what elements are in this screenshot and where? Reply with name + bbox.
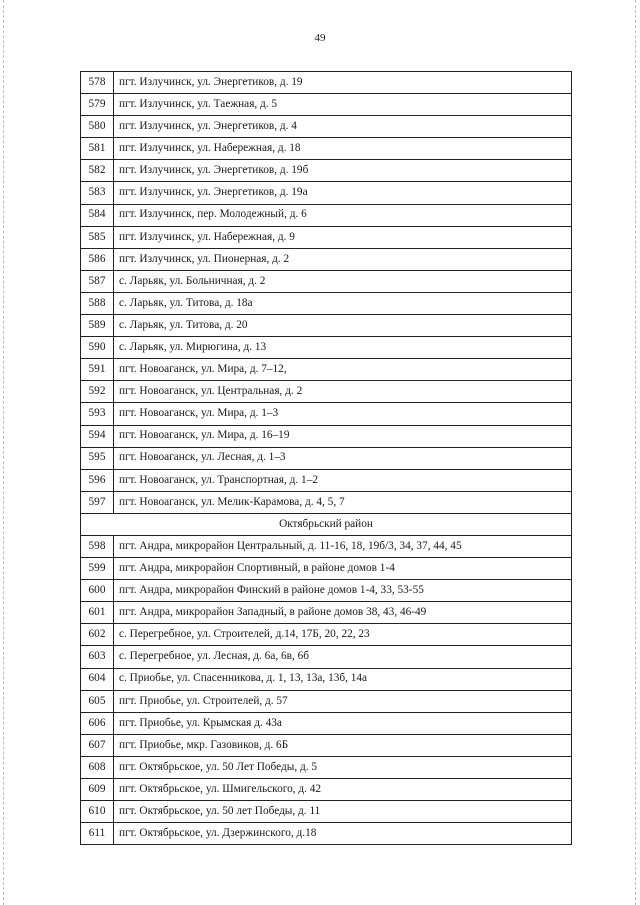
row-address: пгт. Октябрьское, ул. Дзержинского, д.18 [114,823,572,845]
row-number: 595 [81,447,114,469]
section-row [81,513,572,535]
row-number: 594 [81,425,114,447]
row-address: с. Ларьяк, ул. Титова, д. 20 [114,315,572,337]
table-row [81,734,572,756]
row-number: 580 [81,116,114,138]
table-row [81,712,572,734]
row-number: 586 [81,248,114,270]
row-address: пгт. Излучинск, ул. Таежная, д. 5 [114,94,572,116]
row-address: пгт. Излучинск, ул. Набережная, д. 18 [114,138,572,160]
page-number: 49 [314,32,326,44]
row-number: 608 [81,756,114,778]
row-number: 597 [81,491,114,513]
row-number: 587 [81,270,114,292]
table-row [81,779,572,801]
table-row [81,558,572,580]
row-number: 593 [81,403,114,425]
row-address: пгт. Новоаганск, ул. Мира, д. 7–12, [114,359,572,381]
row-address: пгт. Новоаганск, ул. Транспортная, д. 1–2 [114,469,572,491]
row-number: 598 [81,535,114,557]
table-row [81,204,572,226]
row-address: пгт. Новоаганск, ул. Мира, д. 16–19 [114,425,572,447]
table-row [81,823,572,845]
table-row [81,292,572,314]
row-number: 581 [81,138,114,160]
row-number: 610 [81,801,114,823]
row-address: пгт. Андра, микрорайон Западный, в районе домов 38, 43, 46-49 [114,602,572,624]
row-address: пгт. Приобье, мкр. Газовиков, д. 6Б [114,734,572,756]
row-address: пгт. Октябрьское, ул. 50 лет Победы, д. 11 [114,801,572,823]
row-number: 592 [81,381,114,403]
table-row [81,182,572,204]
row-number: 606 [81,712,114,734]
row-address: с. Ларьяк, ул. Титова, д. 18а [114,292,572,314]
row-address: пгт. Излучинск, ул. Энергетиков, д. 19б [114,160,572,182]
row-number: 578 [81,72,114,94]
table-row [81,359,572,381]
address-table [80,71,572,845]
row-number: 604 [81,668,114,690]
table-row [81,801,572,823]
row-address: с. Ларьяк, ул. Мирюгина, д. 13 [114,337,572,359]
row-number: 602 [81,624,114,646]
table-row [81,226,572,248]
row-address: с. Перегребное, ул. Лесная, д. 6а, 6в, 6б [114,646,572,668]
table-row [81,425,572,447]
row-address: с. Ларьяк, ул. Больничная, д. 2 [114,270,572,292]
row-address: пгт. Излучинск, ул. Энергетиков, д. 19а [114,182,572,204]
section-title: Октябрьский район [81,513,572,535]
table-row [81,403,572,425]
row-address: пгт. Новоаганск, ул. Мелик-Карамова, д. 4, 5, 7 [114,491,572,513]
row-address: пгт. Излучинск, ул. Пионерная, д. 2 [114,248,572,270]
table-row [81,602,572,624]
page-edge-right [635,0,637,905]
table-row [81,315,572,337]
row-address: пгт. Приобье, ул. Крымская д. 43а [114,712,572,734]
page-edge-left [3,0,5,905]
table-row [81,248,572,270]
row-address: с. Приобье, ул. Спасенникова, д. 1, 13, 13а, 13б, 14а [114,668,572,690]
row-address: пгт. Новоаганск, ул. Центральная, д. 2 [114,381,572,403]
row-address: пгт. Излучинск, ул. Энергетиков, д. 4 [114,116,572,138]
row-number: 589 [81,315,114,337]
row-address: пгт. Новоаганск, ул. Мира, д. 1–3 [114,403,572,425]
row-number: 609 [81,779,114,801]
row-number: 599 [81,558,114,580]
table-row [81,580,572,602]
row-address: пгт. Андра, микрорайон Финский в районе домов 1-4, 33, 53-55 [114,580,572,602]
table-row [81,447,572,469]
row-address: с. Перегребное, ул. Строителей, д.14, 17Б, 20, 22, 23 [114,624,572,646]
row-number: 607 [81,734,114,756]
row-number: 596 [81,469,114,491]
table-row [81,138,572,160]
table-row [81,535,572,557]
row-address: пгт. Излучинск, ул. Энергетиков, д. 19 [114,72,572,94]
row-number: 590 [81,337,114,359]
row-number: 588 [81,292,114,314]
table-row [81,690,572,712]
row-number: 582 [81,160,114,182]
table-row [81,469,572,491]
row-number: 591 [81,359,114,381]
row-number: 611 [81,823,114,845]
row-address: пгт. Новоаганск, ул. Лесная, д. 1–3 [114,447,572,469]
row-address: пгт. Приобье, ул. Строителей, д. 57 [114,690,572,712]
table-row [81,624,572,646]
row-number: 579 [81,94,114,116]
table-row [81,668,572,690]
row-number: 584 [81,204,114,226]
table-row [81,270,572,292]
row-address: пгт. Октябрьское, ул. 50 Лет Победы, д. 5 [114,756,572,778]
table-row [81,491,572,513]
row-number: 605 [81,690,114,712]
row-address: пгт. Излучинск, ул. Набережная, д. 9 [114,226,572,248]
table-row [81,94,572,116]
row-number: 585 [81,226,114,248]
table-row [81,646,572,668]
table-row [81,381,572,403]
address-table-body [81,72,572,845]
row-address: пгт. Андра, микрорайон Центральный, д. 11-16, 18, 19б/3, 34, 37, 44, 45 [114,535,572,557]
row-number: 603 [81,646,114,668]
row-address: пгт. Октябрьское, ул. Шмигельского, д. 42 [114,779,572,801]
row-number: 583 [81,182,114,204]
table-row [81,756,572,778]
table-row [81,337,572,359]
row-address: пгт. Излучинск, пер. Молодежный, д. 6 [114,204,572,226]
row-number: 600 [81,580,114,602]
row-address: пгт. Андра, микрорайон Спортивный, в районе домов 1-4 [114,558,572,580]
table-row [81,116,572,138]
table-row [81,72,572,94]
row-number: 601 [81,602,114,624]
table-row [81,160,572,182]
